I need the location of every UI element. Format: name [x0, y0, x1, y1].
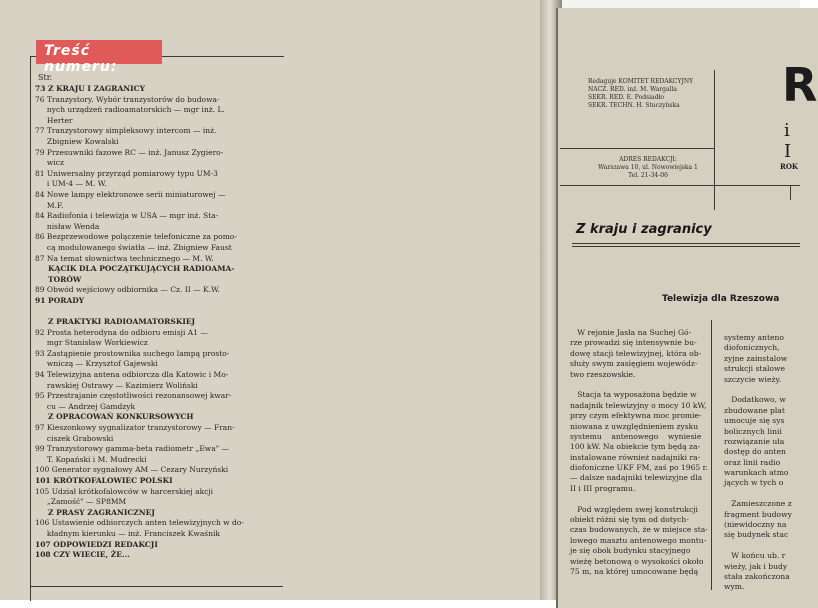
page-column-label: Str. — [38, 73, 53, 82]
article-text-line: dostęp do anten — [724, 447, 786, 457]
address-line: ADRES REDAKCJI: — [619, 156, 677, 163]
toc-entry-line: 87 Na temat słownictwa technicznego — M. W. — [35, 253, 214, 263]
toc-entry-line: 93 Zastąpienie prostownika suchego lampą prosto- — [35, 348, 230, 358]
toc-entry-line: M.F. — [35, 200, 64, 210]
toc-entry-line: 100 Generator sygnałowy AM — Cezary Nurzyński — [35, 465, 229, 475]
toc-entry-line: 106 Ustawienie odbiorczych anten telewizyjnych w do- — [35, 518, 244, 528]
toc-entry-line: T. Kopański i M. Mudrecki — [35, 454, 147, 464]
toc-entry-line: wicz — [35, 158, 64, 168]
address-top-rule — [560, 148, 714, 149]
toc-entry-line: 99 Tranzystorowy gamma-beta radiometr „Ewa" — — [35, 444, 230, 454]
toc-entry-line: Herter — [35, 115, 73, 125]
article-text-line: warunkach atmo — [724, 468, 789, 478]
article-text-line: czas budowanych, że w miejsce sta- — [570, 525, 708, 535]
article-text-line: Dodatkowo, w — [724, 395, 786, 405]
article-text-line: (niewidoczny na — [724, 520, 787, 530]
section-rule-secondary — [572, 246, 800, 247]
toc-section-heading: Z PRAKTYKI RADIOAMATORSKIEJ — [35, 317, 196, 327]
article-text-line: strukcji stalowe — [724, 364, 785, 374]
toc-header-title: Treść numeru: — [44, 43, 118, 75]
article-text-line: II i III programu. — [570, 483, 636, 493]
toc-entry-line: ciszek Grabowski — [35, 433, 114, 443]
toc-section-heading: Z OPRACOWAŃ KONKURSOWYCH — [35, 412, 194, 422]
article-text-line: Zamieszczone z — [724, 499, 792, 509]
article-text-line: nadajnik telewizyjny o mocy 10 kW, — [570, 400, 707, 410]
toc-list — [35, 84, 280, 561]
toc-entry-line: mgr Stanisław Workiewicz — [35, 338, 148, 348]
article-text-line: wieży, jak i budy — [724, 561, 788, 571]
article-text-line: bolicznych linii — [724, 426, 782, 436]
toc-entry-line: 76 Tranzystory. Wybór tranzystorów do budowa- — [35, 94, 220, 104]
address-bottom-rule — [560, 185, 800, 186]
toc-entry-line: 79 Przesuwniki fazowe RC — inż. Janusz Zygiero- — [35, 147, 224, 157]
masthead-divider — [714, 70, 715, 210]
toc-section-heading: TORÓW — [35, 274, 82, 284]
toc-entry-line: i UM-4 — M. W. — [35, 179, 107, 189]
editorial-masthead — [588, 78, 693, 110]
toc-entry-line: 92 Prosta heterodyna do odbioru emisji A1 — — [35, 327, 208, 337]
address-line: Tel. 21-34-06 — [628, 172, 668, 179]
article-text-line: two rzeszowskie. — [570, 369, 636, 379]
article-text-line: umocuje się sys — [724, 416, 785, 426]
article-text-line: szczycie wieży. — [724, 374, 782, 384]
section-heading: Z kraju i zagranicy — [576, 222, 712, 237]
article-text-line: Pod względem swej konstrukcji — [570, 504, 698, 514]
column-divider — [711, 320, 712, 590]
toc-bottom-rule — [30, 586, 283, 587]
toc-entry-line: 95 Przestrajanie częstotliwości rezonansowej kwar- — [35, 391, 232, 401]
toc-section-heading: 91 PORADY — [35, 295, 85, 305]
toc-entry-line: nisław Wenda — [35, 221, 100, 231]
toc-entry-line: nych urządzeń radioamatorskich — mgr inż. L. — [35, 105, 225, 115]
article-text-line: Stacja ta wyposażona będzie w — [570, 390, 697, 400]
toc-entry-line: 86 Bezprzewodowe połączenie telefoniczne za pomo- — [35, 232, 237, 242]
toc-entry-line: wniczą — Krzysztof Gajewski — [35, 359, 158, 369]
article-text-line: W końcu ub. r — [724, 551, 786, 561]
toc-entry-line: 77 Tranzystorowy simpleksowy intercom — inż. — [35, 126, 217, 136]
toc-entry-line: cą modulowanego światła — inż. Zbigniew Faust — [35, 242, 232, 252]
article-text-line: jących w tych o — [724, 478, 784, 488]
toc-header-banner — [36, 40, 162, 75]
masthead-year-label: ROK — [780, 162, 798, 171]
toc-entry-line: 89 Obwód wejściowy odbiornika — Cz. II — K.W. — [35, 285, 220, 295]
article-text-line — [724, 541, 800, 551]
article-text-line: diofonicznych, — [724, 343, 780, 353]
toc-entry-line: rawskiej Ostrawy — Kazimierz Woliński — [35, 380, 198, 390]
article-text-line: 100 kW. Na obiekcie tym będą za- — [570, 442, 701, 452]
toc-section-heading: KĄCIK DLA POCZĄTKUJĄCYCH RADIOAMA- — [35, 264, 235, 274]
toc-entry-line: kładnym kierunku — inż. Franciszek Kwaśnik — [35, 528, 220, 538]
article-text-line: rozwiązanie uła — [724, 436, 785, 446]
article-text-line: obiekt różni się tym od dotych- — [570, 515, 689, 525]
article-text-line: rze prowadzi się intensywnie bu- — [570, 338, 697, 348]
article-text-line: zbudowane plat — [724, 405, 785, 415]
article-text-line: dowę stacji telewizyjnej, która ob- — [570, 348, 702, 358]
article-text-line: 75 m, na której umocowane będą — [570, 566, 699, 576]
toc-section-heading: 108 CZY WIECIE, ŻE... — [35, 550, 130, 560]
article-text-line: służy swym zasięgiem wojewódz- — [570, 359, 698, 369]
toc-entry-line — [35, 306, 280, 317]
section-rule — [572, 243, 800, 244]
article-text-line: fragment budowy — [724, 509, 792, 519]
masthead-line: SEKR. RED. E. Podsiadło — [588, 94, 665, 101]
article-column-1 — [570, 328, 708, 577]
article-text-line: lowego masztu antenowego montu- — [570, 535, 707, 545]
article-text-line: wym. — [724, 582, 745, 592]
article-text-line: oraz linii radio — [724, 457, 781, 467]
article-text-line: systemu antenowego wyniesie — [570, 431, 702, 441]
masthead-line: Redaguje KOMITET REDAKCYJNY — [588, 78, 694, 85]
toc-entry-line: 84 Radiofonia i telewizja w USA — mgr inż. Sta- — [35, 211, 219, 221]
masthead-vertical-rule — [790, 186, 791, 200]
article-text-line: W rejonie Jasła na Suchej Gó- — [570, 328, 692, 337]
article-column-2 — [724, 333, 800, 593]
article-text-line: — dalsze nadajniki telewizyjne dla — [570, 473, 703, 483]
article-text-line: zyjne zainstalow — [724, 353, 788, 363]
article-text-line: się budynek stac — [724, 530, 789, 540]
article-text-line: je się obok budynku stacyjnego — [570, 546, 691, 556]
article-text-line: systemy anteno — [724, 333, 784, 342]
toc-entry-line: 81 Uniwersalny przyrząd pomiarowy typu UM-3 — [35, 168, 218, 178]
toc-entry-line: cu — Andrzej Gamdzyk — [35, 401, 136, 411]
toc-entry-line: 105 Udział krótkofalowców w harcerskiej akcji — [35, 486, 214, 496]
masthead-title-letter: R — [782, 58, 818, 112]
article-text-line: diofoniczne UKF FM, zaś po 1965 r. — [570, 463, 708, 473]
article-text-line: niowana z uwzględnieniem zysku — [570, 421, 699, 431]
article-text-line: instalowane również nadajniki ra- — [570, 452, 701, 462]
article-text-line: wieżę betonową o wysokości około — [570, 556, 704, 566]
article-text-line — [724, 489, 800, 499]
toc-section-heading: 73 Z KRAJU I ZAGRANICY — [35, 84, 145, 93]
toc-section-heading: Z PRASY ZAGRANICZNEJ — [35, 507, 155, 517]
article-text-line — [570, 494, 708, 504]
toc-section-heading: 107 ODPOWIEDZI REDAKCJI — [35, 539, 158, 549]
address-line: Warszawa 10, ul. Nowowiejska 1 — [598, 164, 698, 171]
article-text-line: przy czym efektywna moc promie- — [570, 411, 702, 421]
masthead-subtitle-letters: i I — [784, 120, 792, 162]
toc-entry-line: 97 Kieszonkowy sygnalizator tranzystorowy — Fran- — [35, 423, 235, 432]
article-title: Telewizja dla Rzeszowa — [662, 294, 780, 304]
masthead-line: SEKR. TECHN. H. Stuczyńska — [588, 102, 680, 109]
article-text-line — [724, 385, 800, 395]
article-text-line — [570, 380, 708, 390]
toc-entry-line: 84 Nowe lampy elektronowe serii miniaturowej — — [35, 189, 226, 199]
toc-entry-line: 94 Telewizyjna antena odbiorcza dla Katowic i Mo- — [35, 370, 229, 380]
toc-section-heading: 101 KRÓTKOFALOWIEC POLSKI — [35, 475, 173, 485]
masthead-line: NACZ. RED. inż. M. Wargalla — [588, 86, 678, 93]
editorial-address — [590, 156, 706, 180]
toc-entry-line: Zbigniew Kowalski — [35, 136, 119, 146]
toc-entry-line: „Zamość" — SP8MM — [35, 497, 127, 507]
article-text-line: stała zakończona — [724, 571, 790, 581]
